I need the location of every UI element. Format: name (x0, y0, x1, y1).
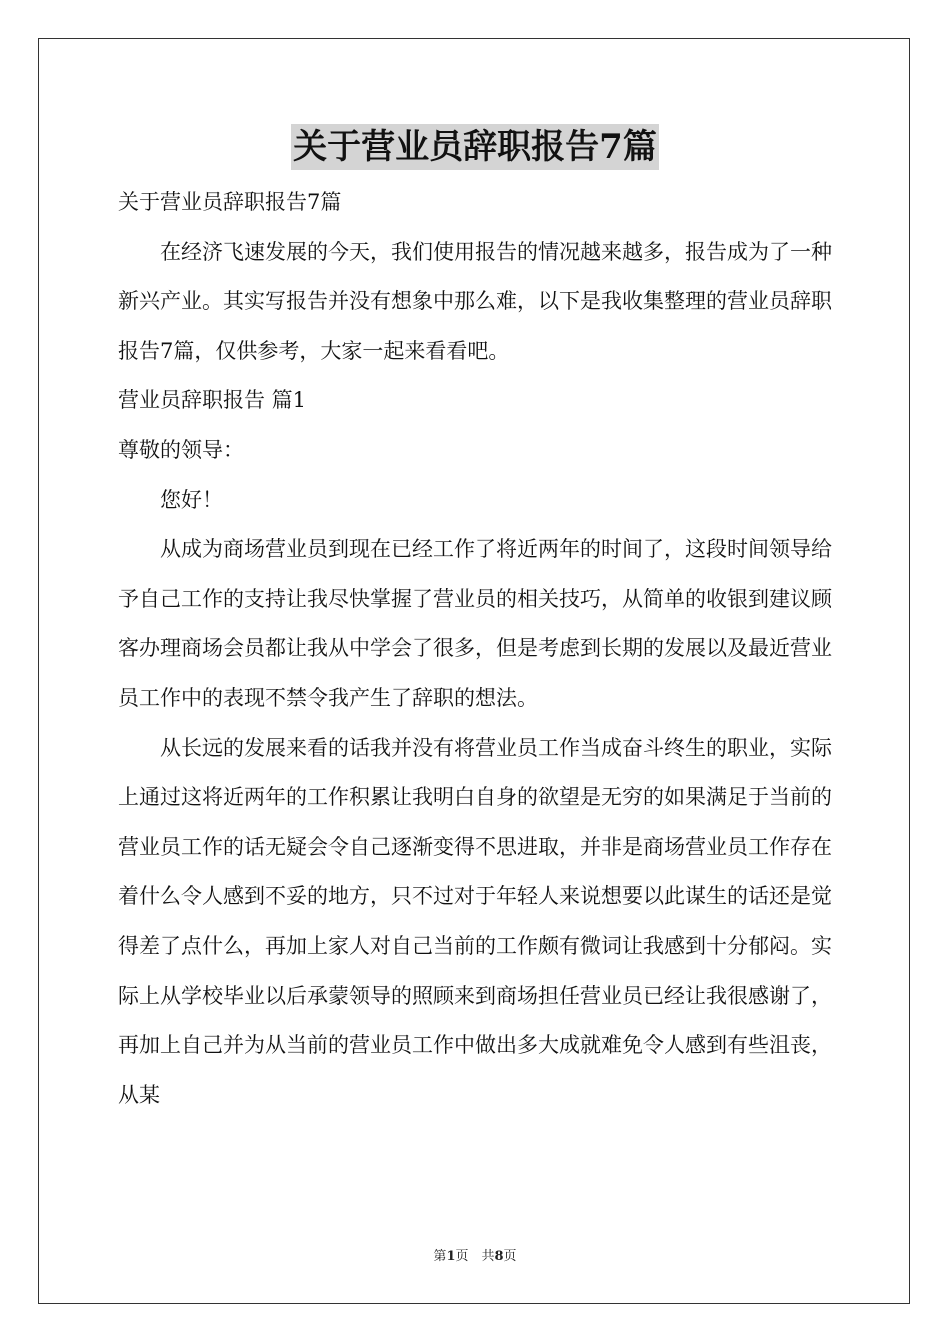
document-title: 关于营业员辞职报告7篇 (291, 124, 659, 170)
section-heading: 营业员辞职报告 篇1 (118, 388, 307, 413)
body-paragraph-2: 从长远的发展来看的话我并没有将营业员工作当成奋斗终生的职业，实际上通过这将近两年的工作积累让我明白自身的欲望是无穷的如果满足于当前的营业员工作的话无疑会令自己逐渐变得不思进取，并非是商场营业员工作存在着什么令人感到不妥的地方，只不过对于年轻人来说想要以此谋生的话还是觉得差了点什么，再加上家人对自己当前的工作颇有微词让我感到十分郁闷。实际上从学校毕业以后承蒙领导的照顾来到商场担任营业员已经让我很感谢了，再加上自己并为从当前的营业员工作中做出多大成就难免令人感到有些沮丧，从某 (118, 735, 832, 1107)
page-footer (0, 1245, 950, 1264)
title-container (0, 124, 950, 170)
footer-page-prefix: 第 (433, 1249, 447, 1264)
footer-page-total: 8 (494, 1249, 504, 1264)
footer-page-suffix: 页 (503, 1249, 517, 1264)
greeting: 您好！ (160, 487, 223, 512)
body-paragraph-1: 从成为商场营业员到现在已经工作了将近两年的时间了，这段时间领导给予自己工作的支持让我尽快掌握了营业员的相关技巧，从简单的收银到建议顾客办理商场会员都让我从中学会了很多，但是考虑到长期的发展以及最近营业员工作中的表现不禁令我产生了辞职的想法。 (118, 537, 832, 710)
intro-paragraph: 在经济飞速发展的今天，我们使用报告的情况越来越多，报告成为了一种新兴产业。其实写报告并没有想象中那么难，以下是我收集整理的营业员辞职报告7篇，仅供参考，大家一起来看看吧。 (118, 239, 832, 363)
footer-page-mid: 页 共 (455, 1249, 495, 1264)
document-body (118, 178, 832, 1120)
footer-page-current: 1 (446, 1249, 456, 1264)
document-subtitle: 关于营业员辞职报告7篇 (118, 190, 342, 214)
salutation: 尊敬的领导： (118, 437, 244, 462)
